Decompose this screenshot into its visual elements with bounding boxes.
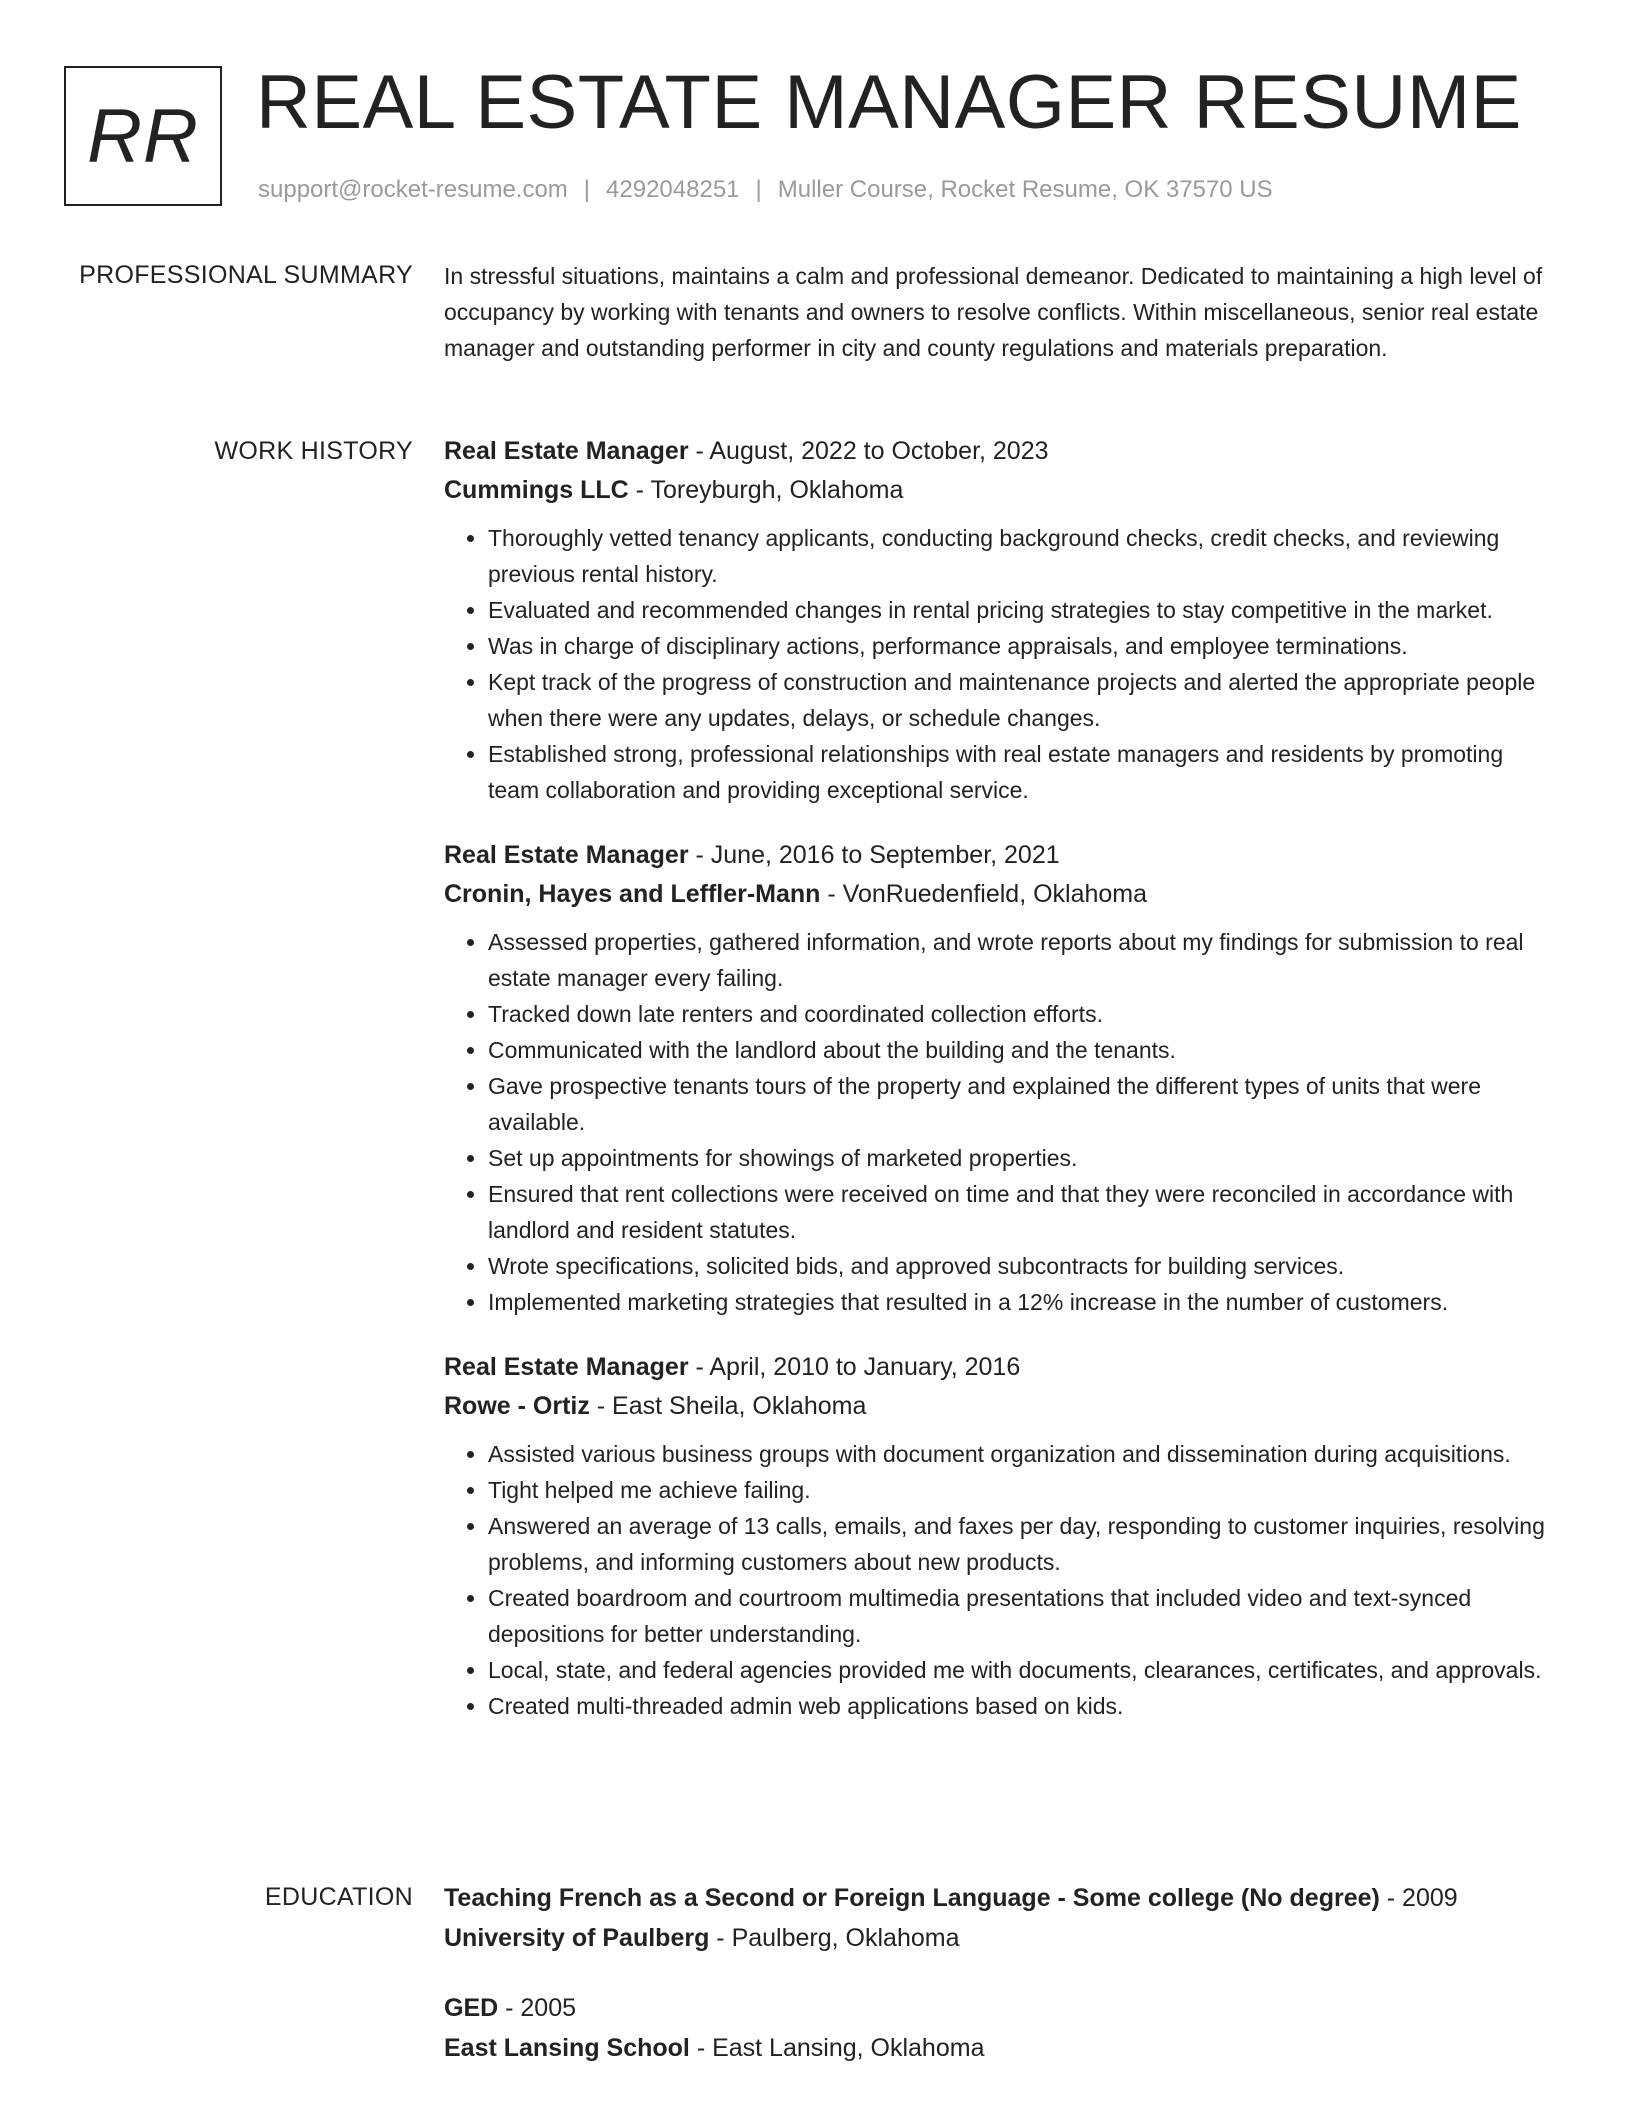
section-body — [444, 432, 1558, 1724]
education-location: - Paulberg, Oklahoma — [709, 1924, 960, 1952]
list-item: • Established strong, professional relationships with real estate managers and residents by promoting team collaboration and providing exceptional service. — [488, 736, 1558, 808]
education-location: - East Lansing, Oklahoma — [689, 2034, 985, 2062]
job-entry — [444, 1348, 1558, 1724]
education-degree: Teaching French as a Second or Foreign Language - Some college (No degree) — [444, 1884, 1380, 1912]
job-company-line — [444, 471, 1558, 510]
section-body — [444, 258, 1558, 366]
list-item: • Was in charge of disciplinary actions, performance appraisals, and employee terminations. — [488, 628, 1558, 664]
job-entry — [444, 836, 1558, 1320]
education-school-line — [444, 1918, 1558, 1958]
list-item: • Implemented marketing strategies that resulted in a 12% increase in the number of customers. — [488, 1284, 1558, 1320]
job-title: Real Estate Manager — [444, 1353, 689, 1381]
job-entry — [444, 432, 1558, 808]
job-title-line — [444, 836, 1558, 875]
list-item: • Communicated with the landlord about the building and the tenants. — [488, 1032, 1558, 1068]
list-item: • Tight helped me achieve failing. — [488, 1472, 1558, 1508]
contact-email: support@rocket-resume.com — [258, 176, 568, 203]
job-bullets — [444, 1436, 1558, 1724]
education-degree-line — [444, 1878, 1558, 1918]
education-school: University of Paulberg — [444, 1924, 710, 1952]
contact-phone: 4292048251 — [606, 176, 740, 203]
list-item: • Assessed properties, gathered information, and wrote reports about my findings for submission to real estate manager every failing. — [488, 924, 1558, 996]
job-company: Rowe - Ortiz — [444, 1392, 590, 1420]
education-degree: GED — [444, 1994, 499, 2022]
education-entry — [444, 1878, 1558, 1958]
job-dates: - August, 2022 to October, 2023 — [688, 437, 1049, 465]
monogram-initials: RR — [87, 93, 199, 179]
list-item: • Evaluated and recommended changes in rental pricing strategies to stay competitive in the market. — [488, 592, 1558, 628]
section-label: EDUCATION — [264, 1883, 413, 1911]
list-item: • Wrote specifications, solicited bids, and approved subcontracts for building services. — [488, 1248, 1558, 1284]
contact-separator: | — [755, 176, 762, 203]
education-year: - 2005 — [498, 1994, 577, 2022]
monogram-box — [64, 66, 222, 206]
education-school-line — [444, 2028, 1558, 2068]
job-company-line — [444, 875, 1558, 914]
section-label: WORK HISTORY — [214, 437, 413, 465]
job-title: Real Estate Manager — [444, 841, 689, 869]
job-location: - VonRuedenfield, Oklahoma — [820, 880, 1148, 908]
list-item: • Gave prospective tenants tours of the property and explained the different types of units that were available. — [488, 1068, 1558, 1140]
job-location: - East Sheila, Oklahoma — [589, 1392, 867, 1420]
section-body — [444, 1878, 1558, 2068]
education-entry — [444, 1988, 1558, 2068]
job-location: - Toreyburgh, Oklahoma — [628, 476, 904, 504]
education-year: - 2009 — [1379, 1884, 1458, 1912]
list-item: • Thoroughly vetted tenancy applicants, conducting background checks, credit checks, and reviewing previous rental history. — [488, 520, 1558, 592]
list-item: • Tracked down late renters and coordinated collection efforts. — [488, 996, 1558, 1032]
job-company-line — [444, 1387, 1558, 1426]
education-school: East Lansing School — [444, 2034, 690, 2062]
job-dates: - April, 2010 to January, 2016 — [688, 1353, 1021, 1381]
job-company: Cronin, Hayes and Leffler-Mann — [444, 880, 821, 908]
list-item: • Assisted various business groups with document organization and dissemination during acquisitions. — [488, 1436, 1558, 1472]
job-title-line — [444, 1348, 1558, 1387]
section-label: PROFESSIONAL SUMMARY — [79, 261, 413, 289]
job-bullets — [444, 520, 1558, 808]
job-company: Cummings LLC — [444, 476, 629, 504]
education-degree-line — [444, 1988, 1558, 2028]
list-item: • Created boardroom and courtroom multimedia presentations that included video and text-synced depositions for better understanding. — [488, 1580, 1558, 1652]
summary-text: In stressful situations, maintains a calm and professional demeanor. Dedicated to maintaining a high level of occupancy by working with tenants and owners to resolve conflicts. Within miscellaneous, senior real estate manager and outstanding performer in city and county regulations and materials preparation. — [444, 263, 1543, 361]
job-dates: - June, 2016 to September, 2021 — [688, 841, 1060, 869]
contact-separator: | — [583, 176, 591, 203]
job-title: Real Estate Manager — [444, 437, 689, 465]
contact-line — [258, 174, 1273, 206]
list-item: • Set up appointments for showings of marketed properties. — [488, 1140, 1558, 1176]
list-item: • Kept track of the progress of construction and maintenance projects and alerted the appropriate people when there were any updates, delays, or schedule changes. — [488, 664, 1558, 736]
contact-address: Muller Course, Rocket Resume, OK 37570 US — [777, 176, 1273, 203]
job-bullets — [444, 924, 1558, 1320]
resume-title: REAL ESTATE MANAGER RESUME — [256, 60, 1522, 145]
job-title-line — [444, 432, 1558, 471]
list-item: • Answered an average of 13 calls, emails, and faxes per day, responding to customer inquiries, resolving problems, and informing customers about new products. — [488, 1508, 1558, 1580]
list-item: • Local, state, and federal agencies provided me with documents, clearances, certificates, and approvals. — [488, 1652, 1558, 1688]
list-item: • Created multi-threaded admin web applications based on kids. — [488, 1688, 1558, 1724]
list-item: • Ensured that rent collections were received on time and that they were reconciled in accordance with landlord and resident statutes. — [488, 1176, 1558, 1248]
